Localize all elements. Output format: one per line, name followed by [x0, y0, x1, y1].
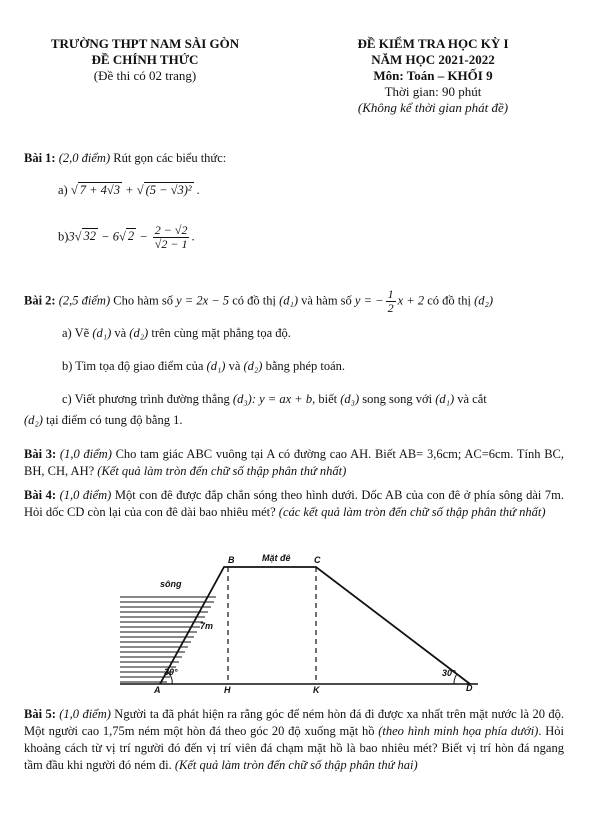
label-k: K: [313, 685, 320, 695]
bai2-c-cont: (d₂) tại điểm có tung độ bằng 1.: [24, 413, 183, 427]
bai2-b: b) Tìm tọa độ giao điểm của (d₁) và (d₂) bằng phép toán.: [62, 359, 346, 373]
bai1-b-expr: 3√ 32 − 6√ 2 −: [68, 229, 151, 244]
bai2-a: a) Vẽ (d₁) và (d₂) trên cùng mặt phẳng tọa độ.: [62, 326, 291, 340]
label-h: H: [224, 685, 231, 695]
label-a: A: [154, 685, 161, 695]
bai2-heading: Bài 2: (2,5 điểm) Cho hàm số y = 2x − 5 có đồ thị (d₁) và hàm số y = − $\frac{1}{2}$ x + 2 có đồ thị (d₂): [24, 287, 493, 315]
dike-figure: [120, 555, 478, 700]
header-right: [318, 36, 548, 116]
bai1-b-fraction: $\frac{2 - √2}{√2 - 1}$: [154, 223, 188, 251]
header-left: [30, 36, 260, 84]
bai1-heading: Bài 1: (2,0 điểm) Rút gọn các biểu thức:: [24, 151, 227, 165]
bai1-a-expr: √ 7 + 4√3 + √ (5 − √3)² .: [70, 183, 200, 197]
bai1-b: b)3√ 32 − 6√ 2 − $\frac{2 - √2}{√2 - 1}$ .: [58, 223, 195, 251]
bai3: Bài 3: (1,0 điểm) Cho tam giác ABC vuông tại A có đường cao AH. Biết AB= 3,6cm; AC=6cm. Tính BC, BH, CH, AH? (Kết quả làm tròn đến chữ số thập phân thứ nhất): [24, 447, 564, 478]
bai2-c: c) Viết phương trình đường thẳng (d₃): y = ax + b, biết (d₃) song song với (d₁) và cắt: [62, 392, 487, 406]
school-year: NĂM HỌC 2021-2022: [371, 52, 495, 67]
page-count: (Đề thi có 02 trang): [93, 68, 197, 83]
label-song: sông: [160, 579, 182, 589]
official-label: ĐỀ CHÍNH THỨC: [91, 52, 199, 67]
label-angle-d: 30°: [442, 668, 456, 678]
label-mat-de: Mặt đê: [262, 553, 291, 563]
bai1-a: a) √ 7 + 4√3 + √ (5 − √3)² .: [58, 183, 200, 197]
label-angle-a: 30°: [164, 667, 178, 677]
bai5: Bài 5: (1,0 điểm) Người ta đã phát hiện ra rằng góc để ném hòn đá đi được xa nhất trên mặt nước là 20 độ. Một người cao 1,75m ném một hòn đá theo góc 20 độ xuống mặt hồ (theo hình minh họa phía dưới). Hỏi khoảng cách từ vị trí người đó đến vị trí viên đá chạm mặt hồ là bao nhiêu mét? Biết vị trí hòn đá ngang tầm đầu khi người đó ném đi. (Kết quả làm tròn đến chữ số thập phân thứ hai): [24, 707, 565, 772]
school-name: TRƯỜNG THPT NAM SÀI GÒN: [50, 36, 240, 51]
subject: Môn: Toán – KHỐI 9: [373, 68, 493, 83]
exam-time: Thời gian: 90 phút: [384, 84, 482, 99]
time-note: (Không kể thời gian phát đề): [357, 100, 509, 115]
label-7m: 7m: [200, 621, 214, 631]
label-b: B: [228, 555, 235, 565]
bai4: Bài 4: (1,0 điểm) Một con đê được đắp chắn sóng theo hình dưới. Dốc AB của con đê ở phía sông dài 7m. Hỏi dốc CD còn lại của con đê dài bao nhiêu mét? (các kết quả làm tròn đến chữ số thập phân thứ nhất): [24, 488, 565, 519]
exam-title: ĐỀ KIỂM TRA HỌC KỲ I: [357, 36, 509, 51]
label-c: C: [314, 555, 321, 565]
dike-diagram: [120, 555, 478, 700]
label-d: D: [466, 683, 473, 693]
